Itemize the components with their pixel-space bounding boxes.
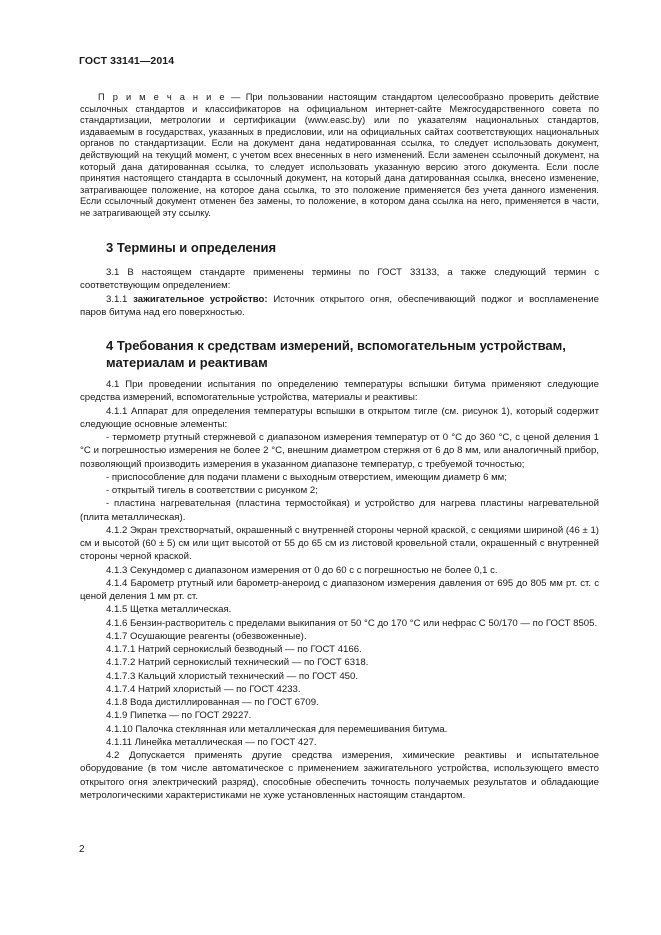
page-number: 2 [79,844,85,855]
paragraph: 4.1.3 Секундомер с диапазоном измерения от 0 до 60 с с погрешностью не более 0,1 с. [106,564,498,576]
paragraph: 4.1.6 Бензин-растворитель с пределами выкипания от 50 °C до 170 °C или нефрас С 50/170 — по ГОСТ 8505. [106,617,598,629]
paragraph: 4.1.7.1 Натрий сернокислый безводный — по ГОСТ 4166. [106,644,362,655]
paragraph-3-1-1 [80,293,599,320]
document-header: ГОСТ 33141—2014 [79,55,175,67]
term-number: 3.1.1 [106,293,134,305]
section-4-heading [106,338,606,371]
section-4-heading-line-2: материалам и реактивам [106,354,268,370]
paragraph: - приспособление для подачи пламени с выходным отверстием, имеющим диаметр 6 мм; [106,471,507,483]
paragraph: 4.1.7.2 Натрий сернокислый технический — по ГОСТ 6318. [106,657,369,669]
paragraph: 4.1.2 Экран трехстворчатый, окрашенный с внутренней стороны черной краской, с секциями шириной (46 ± 1) см и высотой (60 ± 5) см или щит высотой от 55 до 65 см из листовой кровельной стали, окрашенный с внутренней стороны черной краской. [80,524,599,563]
paragraph: 4.1.11 Линейка металлическая — по ГОСТ 427. [106,736,317,748]
paragraph: - пластина нагревательная (пластина термостойкая) и устройство для нагрева пластины нагревательной (плита металлическая). [80,498,599,523]
paragraph: 4.1.7 Осушающие реагенты (обезвоженные). [106,630,307,642]
section-4-heading-line-1: 4 Требования к средствам измерений, вспомогательным устройствам, [106,338,566,353]
paragraph: 4.1.7.3 Кальций хлористый технический — по ГОСТ 450. [106,670,359,682]
paragraph: 4.1.7.4 Натрий хлористый — по ГОСТ 4233. [106,683,301,695]
note-block [80,92,599,220]
paragraph: 4.1.9 Пипетка — по ГОСТ 29227. [106,710,252,722]
paragraph: - термометр ртутный стержневой с диапазоном измерения температур от 0 °C до 360 °C, с ценой деления 1 °C и погрешностью измерения не более 2 °C, внешним диаметром стержня от 6 до 8 мм, или аналогичный прибор, позволяющий производить измерения в указанном диапазоне температур, с требуемой точностью; [80,432,599,470]
paragraph: 4.2 Допускается применять другие средства измерения, химические реактивы и испытательное оборудование (в том числе автоматическое с применением зажигательного устройства, использующего вместо открытого огня электрический разряд), способные обеспечить точность получаемых результатов и обладающие метрологическими характеристиками не хуже установленных настоящим стандартом. [80,750,599,801]
paragraph: 4.1.1 Аппарат для определения температуры вспышки в открытом тигле (см. рисунок 1), который содержит следующие основные элементы: [80,405,599,430]
section-3-body [80,266,599,319]
paragraph: 4.1.4 Барометр ртутный или барометр-анероид с диапазоном измерения давления от 695 до 805 мм рт. ст. с ценой деления 1 мм рт. ст. [80,577,599,602]
paragraph: 4.1.8 Вода дистиллированная — по ГОСТ 6709. [106,697,319,708]
paragraph: 4.1 При проведении испытания по определению температуры вспышки битума применяют следующие средства измерений, вспомогательные устройства, материалы и реактивы: [80,379,599,404]
note-label: П р и м е ч а н и е [98,92,226,102]
section-4-body [80,378,599,802]
paragraph: 4.1.10 Палочка стеклянная или металлическая для перемешивания битума. [106,723,448,735]
term-name: зажигательное устройство: [133,293,268,305]
term-definition: Источник открытого огня, обеспечивающий поджог и воспламенение паров битума над его поверхностью. [80,293,599,318]
paragraph-3-1: 3.1 В настоящем стандарте применены термины по ГОСТ 33133, а также следующий термин с соответствующим определением: [80,267,599,292]
note-text: — При пользовании настоящим стандартом целесообразно проверить действие ссылочных стандартов и классификаторов на официальном интернет-сайте Межгосударственного совета по стандартизации, метрологии и сертификации (www.easc.by) или по указателям национальных стандартов, издаваемым в государствах, указанных в предисловии, или на официальных сайтах соответствующих национальных органов по стандартизации. Если на документ дана недатированная ссылка, то следует использовать документ, действующий на текущий момент, с учетом всех внесенных в него изменений. Если заменен ссылочный документ, на который дана датированная ссылка, то следует использовать указанную версию этого документа. Если после принятия настоящего стандарта в ссылочный документ, на который дана датированная ссылка, внесено изменение, затрагивающее положение, на которое дана ссылка, то это положение применяется без учета данного изменения. Если ссылочный документ отменен без замены, то положение, в котором дана ссылка на него, применяется в части, не затрагивающей эту ссылку. [80,92,599,218]
paragraph: 4.1.5 Щетка металлическая. [106,604,232,616]
note-paragraph [80,92,599,220]
paragraph: - открытый тигель в соответствии с рисунком 2; [106,485,318,496]
section-3-heading: 3 Термины и определения [106,240,277,255]
